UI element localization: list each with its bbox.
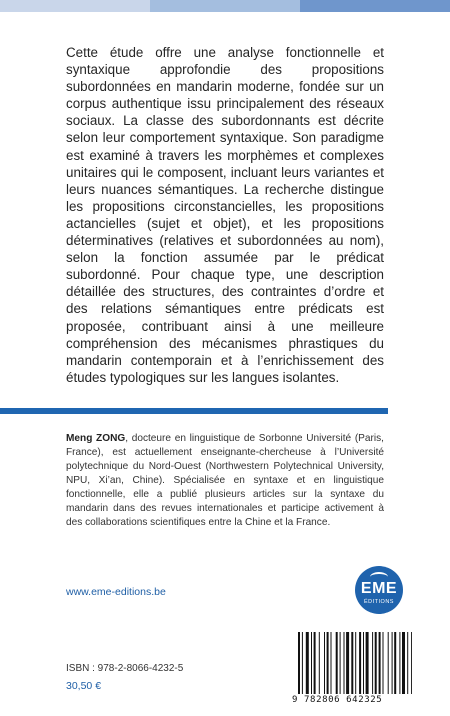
band-segment-mid	[150, 0, 300, 12]
eme-logo	[355, 566, 403, 614]
barcode-bar	[302, 632, 303, 694]
barcode-bar	[383, 632, 384, 694]
band-segment-light	[0, 0, 150, 12]
price: 30,50 €	[66, 680, 102, 692]
barcode-bar	[311, 632, 312, 694]
eme-logo-letters: EME	[360, 580, 398, 597]
band-segment-dark	[300, 0, 450, 12]
barcode-bar	[355, 632, 356, 694]
barcode-bar	[340, 632, 341, 694]
barcode-bar	[363, 632, 364, 694]
publisher-website-link[interactable]: www.eme-editions.be	[66, 586, 166, 598]
author-bio-text: , docteure en linguistique de Sorbonne Université (Paris, France), est actuellement enseignante-chercheuse à l’Université polytechnique du Nord-Ouest (Northwestern Polytechnical University, NPU, Xi’an, Chine). Spécialisée en syntaxe et en linguistique fonctionnelle, elle a publié plusieurs articles sur la syntaxe du mandarin dans des revues internationales et participe activement à des collaborations scientifiques entre la Chine et la France.	[66, 433, 384, 528]
barcode-bar	[336, 632, 338, 694]
barcode-digits: 9 782806 642325	[292, 695, 383, 705]
barcode-bar	[411, 632, 412, 694]
barcode	[298, 632, 412, 694]
barcode-bar	[344, 632, 345, 694]
barcode-bar	[324, 632, 325, 694]
top-color-band	[0, 0, 450, 12]
barcode-bar	[366, 632, 369, 694]
barcode-bar	[346, 632, 349, 694]
barcode-bar	[331, 632, 332, 694]
barcode-bar	[379, 632, 381, 694]
isbn: ISBN : 978-2-8066-4232-5	[66, 663, 184, 674]
barcode-bar	[314, 632, 316, 694]
barcode-bar	[394, 632, 396, 694]
barcode-bar	[372, 632, 373, 694]
barcode-bar	[298, 632, 300, 694]
author-name: Meng ZONG	[66, 433, 126, 444]
barcode-bar	[407, 632, 408, 694]
barcode-bar	[392, 632, 393, 694]
barcode-bar	[388, 632, 389, 694]
barcode-bar	[399, 632, 400, 694]
barcode-bar	[402, 632, 405, 694]
barcode-bar	[351, 632, 353, 694]
barcode-bar	[306, 632, 309, 694]
author-bio	[66, 432, 384, 530]
eme-logo-subtitle: ÉDITIONS	[364, 599, 394, 605]
barcode-bar	[327, 632, 329, 694]
barcode-bar	[319, 632, 320, 694]
barcode-bar	[375, 632, 377, 694]
summary-text: Cette étude offre une analyse fonctionnelle et syntaxique approfondie des propositions subordonnées en mandarin moderne, fondée sur un corpus authentique issu principalement des réseaux sociaux. La classe des subordonnants est décrite selon leur comportement syntaxique. Son paradigme est examiné à travers les morphèmes et complexes unitaires qui le composent, incluant leurs variantes et leurs nuances sémantiques. La recherche distingue les propositions circonstancielles, les propositions actancielles (sujet et objet), et les propositions déterminatives (relatives et subordonnées au nom), selon la fonction assumée par le prédicat subordonné. Pour chaque type, une description détaillée des structures, des contraintes d’ordre et des relations sémantiques entre prédicats est proposée, contribuant ainsi à une meilleure compréhension des mécanismes phrastiques du mandarin contemporain et à l’enrichissement des études typologiques sur les langues isolantes.	[66, 45, 384, 385]
barcode-bar	[359, 632, 361, 694]
divider-bar	[0, 408, 388, 414]
